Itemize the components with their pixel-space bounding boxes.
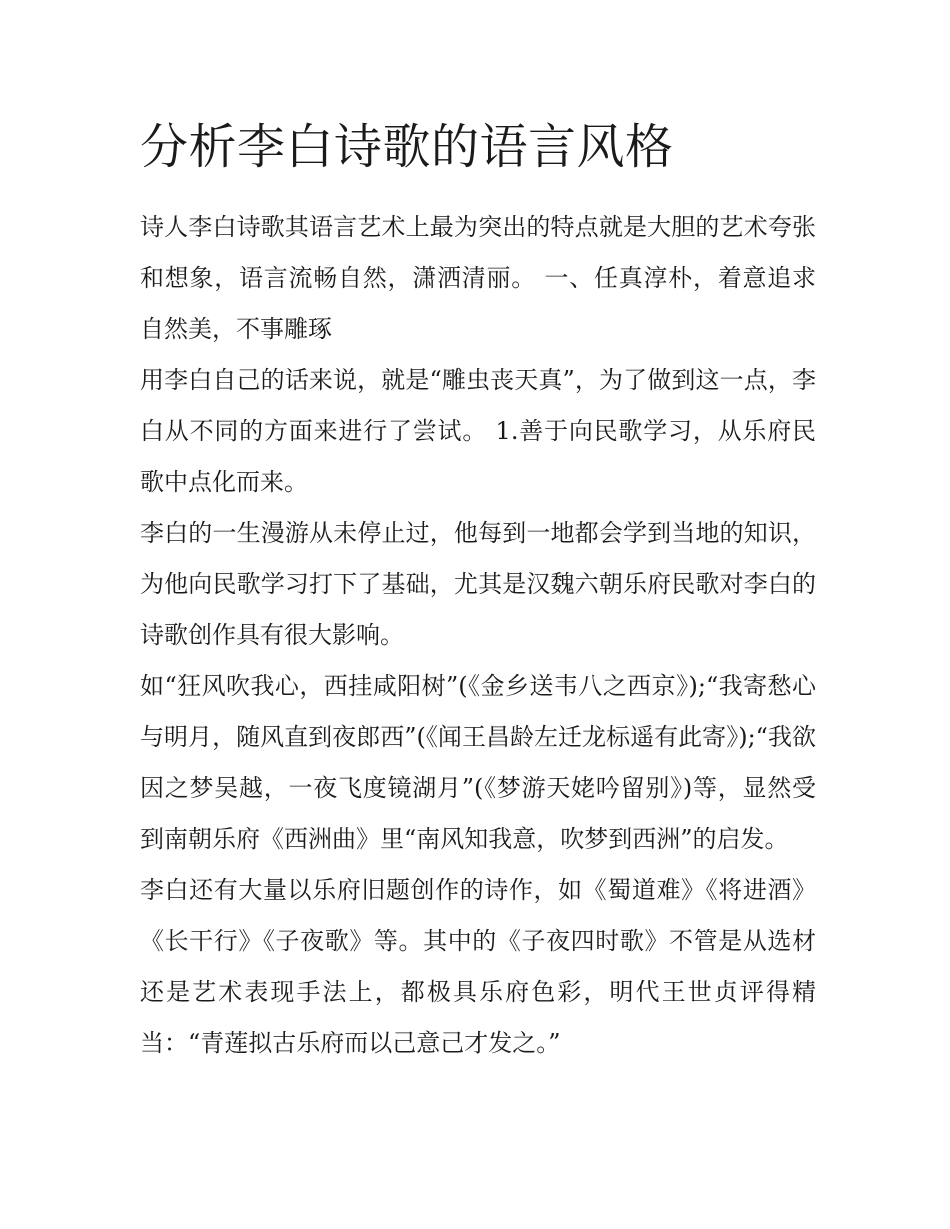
paragraph-yuefu-works: 李白还有大量以乐府旧题创作的诗作，如《蜀道难》《将进酒》《长干行》《子夜歌》等。其中的《子夜四时歌》不管是从选材还是艺术表现手法上，都极具乐府色彩，明代王世贞评得精当：“青莲拟古乐府而以己意己才发之。” [140,876,816,1057]
paragraph-folk-learning: 用李白自己的话来说，就是“雕虫丧天真”，为了做到这一点，李白从不同的方面来进行了尝试。 1.善于向民歌学习，从乐府民歌中点化而来。 [140,366,816,496]
document-title: 分析李白诗歌的语言风格 [140,119,674,175]
document-page [140,112,816,1069]
paragraph-examples: 如“狂风吹我心，西挂咸阳树”(《金乡送韦八之西京》);“我寄愁心与明月，随风直到夜郎西”(《闻王昌龄左迁龙标遥有此寄》);“我欲因之梦吴越，一夜飞度镜湖月”(《梦游天姥吟留别》)等，显然受到南朝乐府《西洲曲》里“南风知我意，吹梦到西洲”的启发。 [140,672,816,853]
paragraph-travels: 李白的一生漫游从未停止过，他每到一地都会学到当地的知识，为他向民歌学习打下了基础，尤其是汉魏六朝乐府民歌对李白的诗歌创作具有很大影响。 [140,519,816,649]
paragraph-intro: 诗人李白诗歌其语言艺术上最为突出的特点就是大胆的艺术夸张和想象，语言流畅自然，潇洒清丽。 一、任真淳朴，着意追求自然美，不事雕琢 [140,213,816,343]
